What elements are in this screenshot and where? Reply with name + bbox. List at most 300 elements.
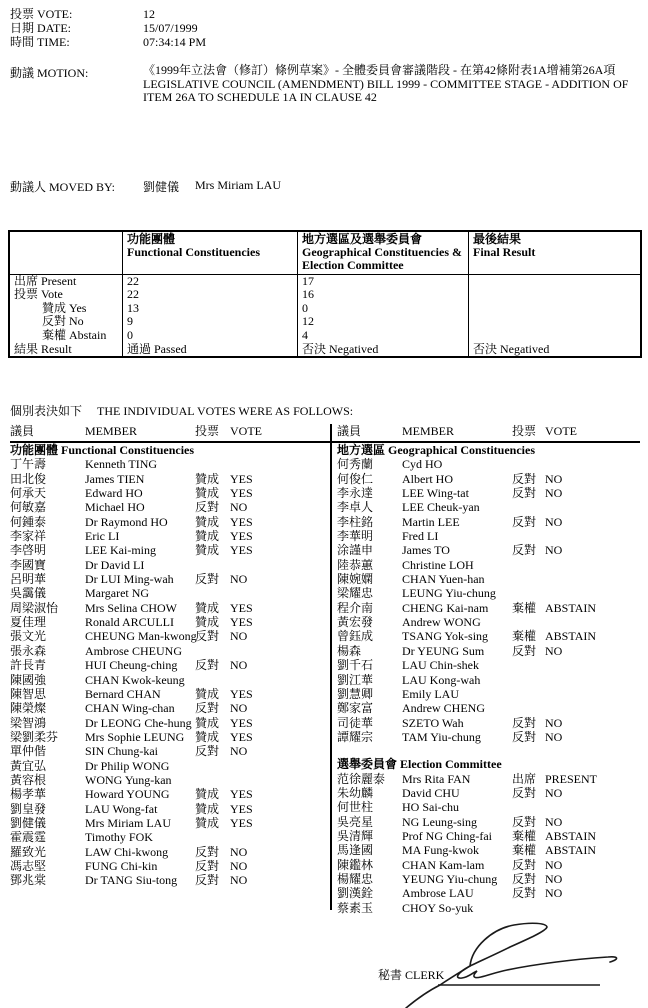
header-field-value: 15/07/1999 [143,20,198,35]
member-name-english: LAU Kong-wah [402,672,481,687]
vote-chinese: 反對 [195,701,220,716]
vote-chinese [512,500,545,514]
vote-english: NO [545,785,563,800]
clerk-label: 秘書 CLERK [378,968,445,982]
vote-english: YES [230,543,253,558]
table-row [10,472,330,486]
vote-english: YES [230,514,253,529]
header-field-value: 07:34:14 PM [143,34,207,49]
vote-chinese [195,558,230,572]
summary-row-label: 投票 Vote [14,287,63,302]
col-member-cn: 議員 [337,424,362,438]
table-row [337,858,640,872]
table-row [337,843,640,857]
vote-english: NO [230,572,248,587]
member-name-english: CHOY So-yuk [402,900,474,915]
member-name-english: HO Sai-chu [402,800,459,815]
votes-column-header [10,424,330,443]
member-name-english: LEE Wing-tat [402,486,469,501]
table-row [10,773,330,787]
vote-english: YES [230,787,253,802]
member-name-english: Dr LEONG Che-hung [85,715,192,730]
vote-chinese: 反對 [512,514,537,529]
member-name-chinese: 劉皇發 [10,801,47,816]
member-name-english: CHAN Wing-chan [85,701,175,716]
member-name-english: LAW Chi-kwong [85,844,169,859]
vote-chinese [512,901,545,915]
vote-english: YES [230,529,253,544]
member-name-english: Mrs Miriam LAU [85,815,171,830]
vote-chinese: 反對 [512,715,537,730]
member-name-chinese: 譚耀宗 [337,729,374,744]
member-name-chinese: 李柱銘 [337,514,374,529]
member-name-chinese: 鄭家富 [337,701,374,716]
vote-chinese [512,658,545,672]
table-row [337,515,640,529]
table-row [337,457,640,471]
member-name-english: Andrew CHENG [402,701,485,716]
vote-chinese [512,572,545,586]
vote-english: NO [545,871,563,886]
table-row [10,558,330,572]
vote-english: NO [230,658,248,673]
member-name-english: TSANG Yok-sing [402,629,489,644]
vote-chinese: 反對 [195,658,220,673]
summary-final-result-value [468,329,640,342]
vote-chinese: 出席 [512,771,537,786]
table-row [10,830,330,844]
member-name-english: Mrs Rita FAN [402,771,471,786]
member-name-chinese: 馬逢國 [337,843,374,858]
member-name-chinese: 吳靄儀 [10,586,47,601]
summary-row [10,288,640,301]
motion-text [143,64,648,105]
member-name-english: CHAN Kwok-keung [85,672,185,687]
vote-chinese [512,615,545,629]
table-row [10,673,330,687]
table-row [337,586,640,600]
vote-chinese [195,644,230,658]
table-row [10,644,330,658]
vote-chinese: 反對 [512,857,537,872]
summary-row-label: 出席 Present [14,274,77,288]
table-row [337,529,640,543]
vote-english: NO [545,514,563,529]
vote-english: NO [230,629,248,644]
table-row [337,829,640,843]
vote-english: NO [230,873,248,888]
summary-body [10,275,640,356]
vote-chinese [195,830,230,844]
table-row [10,816,330,830]
summary-geographical-value: 16 [297,288,468,301]
vote-chinese [195,773,230,787]
vote-english [230,644,330,658]
vote-english: YES [230,815,253,830]
table-row [337,558,640,572]
vote-chinese: 棄權 [512,828,537,843]
vote-english [545,586,640,600]
vote-chinese: 贊成 [195,729,220,744]
summary-row-label: 棄權 Abstain [42,327,107,342]
summary-functional-value: 13 [122,302,297,315]
vote-english [545,701,640,715]
member-name-chinese: 劉千石 [337,658,374,673]
member-name-chinese: 劉江華 [337,672,374,687]
geographical-member-list [337,457,640,744]
summary-final-result-value [468,288,640,301]
table-row [337,886,640,900]
member-name-english: Margaret NG [85,586,150,601]
table-row [337,687,640,701]
vote-chinese: 反對 [195,858,220,873]
motion-text-chinese: 《1999年立法會（修訂）條例草案》- 全體委員會審議階段 - 在第42條附表1A增補第26A項 [143,63,616,77]
summary-functional-value: 22 [122,288,297,301]
vote-english [230,558,330,572]
summary-functional-value: 0 [122,329,297,342]
member-name-chinese: 劉健儀 [10,815,47,830]
vote-english: NO [545,543,563,558]
table-row [10,701,330,715]
motion-text-english: LEGISLATIVE COUNCIL (AMENDMENT) BILL 1999 - COMMITTEE STAGE - ADDITION OF ITEM 26A TO SCHEDULE 1A IN CLAUSE 42 [143,76,629,104]
summary-row-label: 贊成 Yes [42,300,87,315]
table-row [10,572,330,586]
vote-english [545,500,640,514]
vote-english: PRESENT [545,771,598,786]
member-name-chinese: 陳智思 [10,686,47,701]
vote-english: YES [230,715,253,730]
vote-english: YES [230,471,253,486]
member-name-chinese: 陳婉嫻 [337,572,374,587]
member-name-chinese: 李啓明 [10,543,47,558]
summary-row [10,342,640,357]
member-name-chinese: 劉慧卿 [337,686,374,701]
header-field [10,8,206,22]
vote-chinese: 贊成 [195,615,220,630]
col-member-cn: 議員 [10,424,35,438]
table-divider-line [330,424,332,910]
vote-english: NO [545,486,563,501]
votes-column-header [330,424,640,443]
vote-english [230,759,330,773]
table-row [10,744,330,758]
member-name-chinese: 丁午壽 [10,457,47,472]
member-name-english: Fred LI [402,529,439,544]
summary-geographical-value: 4 [297,329,468,342]
vote-chinese: 贊成 [195,787,220,802]
col-vote-cn: 投票 [195,424,220,438]
vote-english: YES [230,686,253,701]
member-name-chinese: 單仲偕 [10,744,47,759]
member-name-english: LEE Cheuk-yan [402,500,480,515]
table-row [10,486,330,500]
member-name-chinese: 鄧兆棠 [10,873,47,888]
member-name-chinese: 何秀蘭 [337,457,374,472]
functional-votes-table [10,424,330,888]
vote-english [230,673,330,687]
member-name-chinese: 程介南 [337,600,374,615]
member-name-chinese: 吳清輝 [337,828,374,843]
individual-votes-heading-chinese: 個別表決如下 [10,404,83,418]
moved-by-label: 動議人 MOVED BY: [10,180,115,194]
moved-by-row [10,178,281,195]
table-row [10,543,330,557]
member-name-english: CHAN Kam-lam [402,857,485,872]
member-name-chinese: 田北俊 [10,471,47,486]
vote-chinese: 棄權 [512,843,537,858]
vote-chinese: 贊成 [195,543,220,558]
member-name-english: SIN Chung-kai [85,744,158,759]
summary-header-blank [10,232,122,274]
table-row [337,601,640,615]
member-name-english: Edward HO [85,486,143,501]
member-name-english: Albert HO [402,471,453,486]
member-name-chinese: 陳榮燦 [10,701,47,716]
table-row [10,529,330,543]
member-name-chinese: 劉漢銓 [337,886,374,901]
table-row [10,601,330,615]
vote-english: NO [545,857,563,872]
vote-english [230,773,330,787]
table-row [337,500,640,514]
summary-functional-value: 22 [122,275,297,288]
summary-geographical-value: 17 [297,275,468,288]
member-name-chinese: 陳鑑林 [337,857,374,872]
col-member-en: MEMBER [85,424,138,438]
vote-chinese: 反對 [195,744,220,759]
table-row [337,872,640,886]
member-name-chinese: 蔡素玉 [337,900,374,915]
member-name-english: Howard YOUNG [85,787,170,802]
table-row [337,772,640,786]
member-name-chinese: 陳國強 [10,672,47,687]
election-committee-member-list [337,772,640,915]
table-row [337,658,640,672]
summary-row [10,302,640,315]
table-row [337,800,640,814]
signature-stroke-loop [470,923,547,966]
table-row [337,901,640,915]
header-field-label: 投票 VOTE: [10,7,73,21]
member-name-english: Dr TANG Siu-tong [85,873,178,888]
member-name-english: Ambrose LAU [402,886,474,901]
vote-chinese [512,457,545,471]
member-name-chinese: 何俊仁 [337,471,374,486]
table-row [337,730,640,744]
vote-english [230,586,330,600]
summary-geographical-value: 0 [297,302,468,315]
table-row [10,759,330,773]
geographical-votes-table [337,424,640,915]
vote-english: NO [230,844,248,859]
member-name-chinese: 黃宏發 [337,615,374,630]
section-gap [337,744,640,757]
vote-english [545,615,640,629]
vote-chinese [512,673,545,687]
vote-chinese [512,558,545,572]
member-name-chinese: 范徐麗泰 [337,771,386,786]
vote-english: ABSTAIN [545,828,597,843]
functional-member-list [10,457,330,887]
member-name-chinese: 李卓人 [337,500,374,515]
member-name-chinese: 羅致光 [10,844,47,859]
vote-english: NO [230,500,248,515]
member-name-chinese: 何世柱 [337,800,374,815]
table-row [10,716,330,730]
vote-english: NO [545,715,563,730]
table-row [10,845,330,859]
table-row [10,687,330,701]
header-field-value: 12 [143,7,155,21]
table-row [337,644,640,658]
vote-chinese: 反對 [195,629,220,644]
member-name-english: Prof NG Ching-fai [402,828,492,843]
table-row [337,786,640,800]
member-name-english: Christine LOH [402,557,474,572]
summary-header-functional: 功能團體 Functional Constituencies [122,232,297,274]
vote-chinese: 贊成 [195,486,220,501]
header-field [10,36,206,50]
table-row [337,673,640,687]
vote-chinese: 反對 [195,844,220,859]
vote-english: ABSTAIN [545,629,597,644]
individual-votes-heading-english: THE INDIVIDUAL VOTES WERE AS FOLLOWS: [97,404,354,418]
table-row [337,472,640,486]
summary-final-result-value [468,275,640,288]
member-name-chinese: 朱幼麟 [337,785,374,800]
member-name-chinese: 李國寶 [10,557,47,572]
summary-row [10,275,640,288]
table-row [337,629,640,643]
summary-final-result-value [468,315,640,328]
vote-chinese: 反對 [512,871,537,886]
member-name-english: LAU Wong-fat [85,801,158,816]
table-row [10,859,330,873]
individual-votes-heading [10,404,353,418]
header-field-label: 日期 DATE: [10,20,71,35]
vote-chinese: 贊成 [195,815,220,830]
vote-english [545,457,640,471]
section-header-election-committee: 選舉委員會 Election Committee [337,757,502,772]
vote-chinese: 反對 [512,471,537,486]
member-name-chinese: 黃宜弘 [10,758,47,773]
vote-english: YES [230,600,253,615]
member-name-english: Dr Philip WONG [85,758,170,773]
member-name-chinese: 楊森 [337,643,362,658]
summary-row [10,315,640,328]
vote-english: NO [545,814,563,829]
member-name-chinese: 陸恭蕙 [337,557,374,572]
vote-english [545,558,640,572]
vote-english [545,658,640,672]
header-field-label: 時間 TIME: [10,34,70,49]
section-header-geographical: 地方選區 Geographical Constituencies [337,443,536,457]
member-name-english: HUI Cheung-ching [85,658,178,673]
summary-row [10,329,640,342]
vote-chinese: 棄權 [512,600,537,615]
vote-chinese: 反對 [512,486,537,501]
vote-english: NO [545,886,563,901]
vote-english: NO [230,744,248,759]
col-vote-en: VOTE [230,424,262,438]
col-vote-cn: 投票 [512,424,537,438]
summary-final-result-value: 否決 Negatived [468,342,640,357]
member-name-chinese: 何鍾泰 [10,514,47,529]
member-name-english: LEUNG Yiu-chung [402,586,496,601]
member-name-chinese: 梁智鴻 [10,715,47,730]
member-name-english: Martin LEE [402,514,460,529]
vote-chinese: 贊成 [195,529,220,544]
header-field [10,22,206,36]
table-row [10,730,330,744]
vote-chinese [512,800,545,814]
vote-english [230,830,330,844]
member-name-chinese: 黃容根 [10,772,47,787]
vote-chinese: 反對 [512,814,537,829]
vote-chinese: 反對 [512,886,537,901]
member-name-chinese: 司徒華 [337,715,374,730]
member-name-english: Mrs Selina CHOW [85,600,177,615]
vote-chinese: 贊成 [195,715,220,730]
vote-english: NO [545,643,563,658]
member-name-english: James TIEN [85,471,145,486]
vote-chinese: 贊成 [195,686,220,701]
table-row [337,615,640,629]
member-name-english: Kenneth TING [85,457,158,472]
member-name-chinese: 許長青 [10,658,47,673]
motion-row [10,64,648,105]
vote-chinese: 反對 [512,643,537,658]
member-name-chinese: 張永森 [10,643,47,658]
table-row [10,457,330,471]
vote-english: YES [230,486,253,501]
table-row [337,543,640,557]
vote-chinese [195,673,230,687]
member-name-chinese: 周梁淑怡 [10,600,59,615]
member-name-chinese: 梁耀忠 [337,586,374,601]
member-name-english: Ronald ARCULLI [85,615,174,630]
member-name-chinese: 楊耀忠 [337,871,374,886]
member-name-english: Dr Raymond HO [85,514,168,529]
member-name-chinese: 吳亮星 [337,814,374,829]
vote-chinese: 反對 [512,729,537,744]
table-row [10,515,330,529]
document-header [10,8,206,49]
member-name-english: Dr YEUNG Sum [402,643,485,658]
vote-english: YES [230,801,253,816]
vote-chinese: 贊成 [195,471,220,486]
table-row [10,615,330,629]
member-name-english: LAU Chin-shek [402,658,479,673]
vote-english: YES [230,615,253,630]
member-name-chinese: 何敏嘉 [10,500,47,515]
member-name-english: Cyd HO [402,457,443,472]
summary-functional-value: 通過 Passed [122,342,297,357]
table-row [337,486,640,500]
table-row [10,658,330,672]
motion-label: 動議 MOTION: [10,66,89,80]
table-row [337,716,640,730]
member-name-english: Dr David LI [85,557,145,572]
vote-chinese: 反對 [195,572,220,587]
vote-chinese [512,529,545,543]
vote-chinese: 反對 [195,873,220,888]
vote-chinese: 贊成 [195,600,220,615]
member-name-chinese: 曾鈺成 [337,629,374,644]
vote-english [545,673,640,687]
vote-english: NO [545,729,563,744]
clerk-signature [360,918,648,1008]
